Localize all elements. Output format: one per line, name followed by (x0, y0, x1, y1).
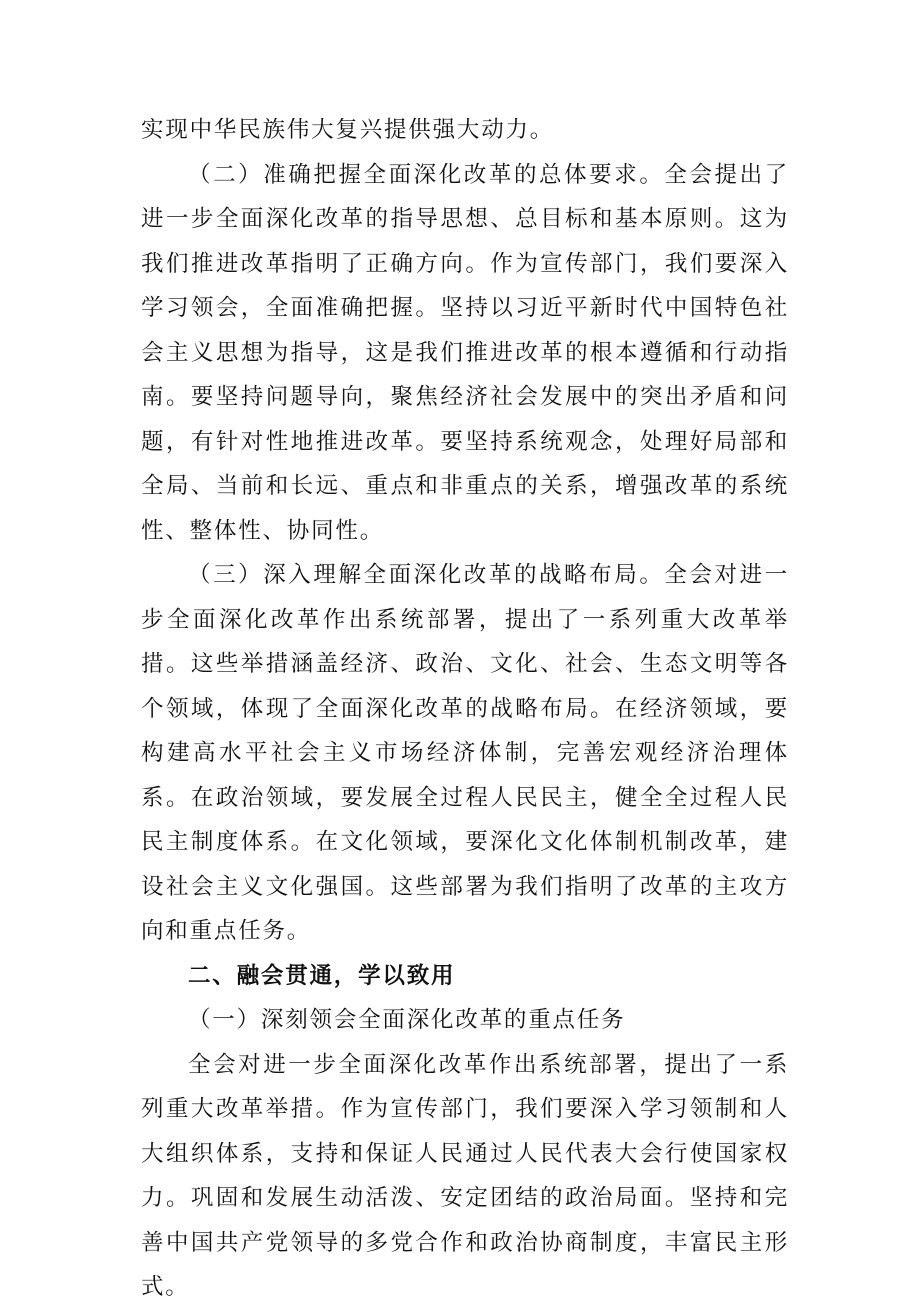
sub-heading: （一）深刻领会全面深化改革的重点任务 (188, 1007, 626, 1033)
section-heading: 二、融会贯通，学以致用 (188, 962, 456, 989)
paragraph-key-tasks: 全会对进一步全面深化改革作出系统部署，提出了一系列重大改革举措。作为宣传部门，我们要深入学习领制和人大组织体系，支持和保证人民通过人民代表大会行使国家权力。巩固和发展生动活泼、安定团结的政治局面。坚持和完善中国共产党领导的多党合作和政治协商制度，丰富民主形式。 (141, 1051, 789, 1300)
paragraph-overall-requirements: （二）准确把握全面深化改革的总体要求。全会提出了进一步全面深化改革的指导思想、总目标和基本原则。这为我们推进改革指明了正确方向。作为宣传部门，我们要深入学习领会，全面准确把握。坚持以习近平新时代中国特色社会主义思想为指导，这是我们推进改革的根本遵循和行动指南。要坚持问题导向，聚焦经济社会发展中的突出矛盾和问题，有针对性地推进改革。要坚持系统观念，处理好局部和全局、当前和长远、重点和非重点的关系，增强改革的系统性、整体性、协同性。 (141, 161, 789, 544)
paragraph-strategic-layout: （三）深入理解全面深化改革的战略布局。全会对进一步全面深化改革作出系统部署，提出了一系列重大改革举措。这些举措涵盖经济、政治、文化、社会、生态文明等各个领域，体现了全面深化改革的战略布局。在经济领域，要构建高水平社会主义市场经济体制，完善宏观经济治理体系。在政治领域，要发展全过程人民民主，健全全过程人民民主制度体系。在文化领域，要深化文化体制机制改革，建设社会主义文化强国。这些部署为我们指明了改革的主攻方向和重点任务。 (141, 562, 789, 944)
paragraph-continuation: 实现中华民族伟大复兴提供强大动力。 (141, 117, 555, 143)
document-body (141, 108, 789, 1310)
